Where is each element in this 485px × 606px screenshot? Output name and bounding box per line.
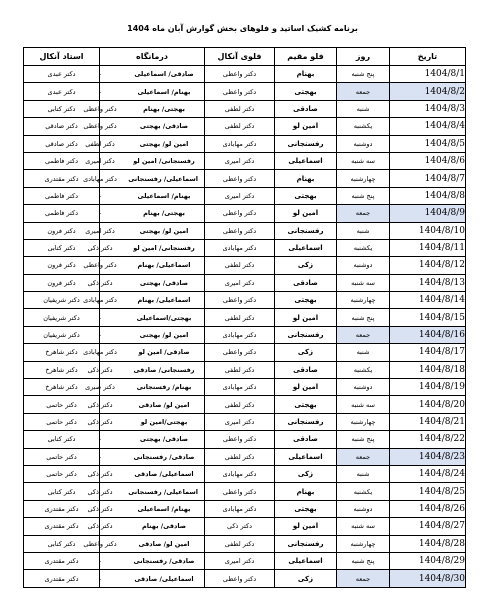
cell-oncall-professor: دکتر عبدی [24, 83, 100, 100]
clinic-residents: بهنام/ اسماعیلی [137, 504, 191, 513]
schedule-table [23, 47, 466, 588]
clinic-doctor: - [98, 70, 102, 79]
cell-date: 1404/8/10 [390, 222, 466, 239]
cell-oncall-professor: دکتر مقتدری [24, 570, 100, 587]
clinic-doctor: - [98, 331, 102, 340]
cell-clinic [100, 552, 205, 569]
table-row [24, 413, 466, 430]
clinic-residents: بهجتی/اسماعیلی [136, 313, 192, 322]
cell-day: جمعه [337, 205, 390, 222]
cell-day: جمعه [337, 326, 390, 343]
header-fellow: فلوی آنکال [205, 48, 275, 66]
cell-date: 1404/8/8 [390, 187, 466, 204]
table-row [24, 205, 466, 222]
table-row [24, 361, 466, 378]
table-row [24, 118, 466, 135]
clinic-doctor: دکتر واعظی [83, 539, 117, 548]
cell-oncall-fellow: دکتر واعظی [205, 292, 275, 309]
cell-resident-fellow: رفسنجانی [275, 222, 337, 239]
cell-day: پنج شنبه [337, 552, 390, 569]
clinic-doctor: دکتر ذکی [87, 244, 113, 253]
clinic-doctor: دکتر مهابادی [83, 296, 117, 305]
table-row [24, 83, 466, 100]
cell-oncall-professor: دکتر مقتدری [24, 170, 100, 187]
clinic-residents: صادقی/ امین لو [138, 348, 190, 357]
cell-oncall-professor: دکتر کتابی [24, 431, 100, 448]
cell-date: 1404/8/12 [390, 257, 466, 274]
cell-resident-fellow: اسماعیلی [275, 552, 337, 569]
cell-oncall-professor: دکتر شریفیان [24, 326, 100, 343]
cell-date: 1404/8/1 [390, 66, 466, 83]
cell-day: چهارشنبه [337, 292, 390, 309]
table-row [24, 518, 466, 535]
cell-resident-fellow: زکی [275, 257, 337, 274]
cell-day: شنبه [337, 344, 390, 361]
cell-day: پنج شنبه [337, 431, 390, 448]
cell-clinic [83, 100, 205, 117]
clinic-residents: بهنام/ اسماعیلی [137, 191, 191, 200]
cell-oncall-fellow: دکتر امیری [205, 274, 275, 291]
cell-resident-fellow: بهجتی [275, 396, 337, 413]
page-title: برنامه کشیک اساتید و فلوهای بخش گوارش آبان ماه 1404 [127, 24, 358, 33]
cell-oncall-professor: دکتر شریفیان [24, 292, 100, 309]
cell-date: 1404/8/15 [390, 309, 466, 326]
cell-clinic [87, 361, 205, 378]
cell-oncall-professor: دکتر شریفیان [24, 309, 100, 326]
table-row [24, 570, 466, 587]
cell-oncall-professor: دکتر حاتمی [24, 465, 100, 482]
cell-clinic [87, 239, 205, 256]
cell-clinic [100, 66, 205, 83]
cell-oncall-professor: دکتر حاتمی [24, 413, 100, 430]
cell-oncall-professor: دکتر فاطمی [24, 187, 100, 204]
clinic-doctor: دکتر ذکی [87, 522, 113, 531]
cell-day: چهارشنبه [337, 170, 390, 187]
cell-date: 1404/8/20 [390, 396, 466, 413]
cell-clinic [100, 83, 205, 100]
clinic-doctor: - [98, 209, 102, 218]
cell-day: یکشنبه [337, 483, 390, 500]
cell-day: شنبه [337, 100, 390, 117]
cell-day: پنج شنبه [337, 187, 390, 204]
cell-clinic [100, 187, 205, 204]
cell-day: یکشنبه [337, 239, 390, 256]
cell-day: شنبه [337, 465, 390, 482]
cell-oncall-fellow: دکتر مهابادی [205, 326, 275, 343]
cell-resident-fellow: رفسنجانی [275, 413, 337, 430]
cell-resident-fellow: امین لو [275, 518, 337, 535]
cell-clinic [87, 413, 205, 430]
cell-oncall-professor: دکتر فاطمی [24, 205, 100, 222]
cell-day: دوشنبه [337, 379, 390, 396]
table-row [24, 465, 466, 482]
cell-resident-fellow: زکی [275, 465, 337, 482]
clinic-doctor: - [98, 313, 102, 322]
clinic-doctor: دکتر واعظی [83, 104, 117, 113]
cell-clinic [85, 152, 205, 169]
cell-day: دوشنبه [337, 257, 390, 274]
cell-day: جمعه [337, 570, 390, 587]
cell-date: 1404/8/13 [390, 274, 466, 291]
cell-date: 1404/8/27 [390, 518, 466, 535]
clinic-doctor: - [98, 191, 102, 200]
cell-oncall-fellow: دکتر مهابادی [205, 379, 275, 396]
clinic-doctor: دکتر واعظی [83, 122, 117, 131]
cell-resident-fellow: صادقی [275, 431, 337, 448]
cell-date: 1404/8/26 [390, 500, 466, 517]
cell-date: 1404/8/30 [390, 570, 466, 587]
cell-day: پنج شنبه [337, 66, 390, 83]
cell-oncall-fellow: دکتر ذکی [205, 518, 275, 535]
cell-resident-fellow: بهنام [275, 66, 337, 83]
cell-day: پنج شنبه [337, 309, 390, 326]
table-row [24, 222, 466, 239]
cell-resident-fellow: امین لو [275, 309, 337, 326]
cell-clinic [100, 431, 205, 448]
table-row [24, 257, 466, 274]
cell-oncall-fellow: دکتر واعظی [205, 205, 275, 222]
cell-oncall-professor: دکتر صادقی [24, 118, 100, 135]
clinic-residents: اسماعیلی/ صادقی [134, 470, 194, 479]
clinic-residents: اسماعیلی/ بهنام [137, 261, 191, 270]
cell-oncall-fellow: دکتر واعظی [205, 344, 275, 361]
clinic-residents: صادقی/ بهجتی [139, 435, 189, 444]
header-date: تاریخ [390, 48, 466, 66]
clinic-residents: رفسنجانی/ امین لو [133, 244, 195, 253]
cell-clinic [83, 292, 205, 309]
cell-resident-fellow: صادقی [275, 274, 337, 291]
cell-day: یکشنبه [337, 118, 390, 135]
cell-oncall-professor: دکتر کتابی [24, 100, 100, 117]
table-row [24, 535, 466, 552]
table-row [24, 326, 466, 343]
cell-day: سه شنبه [337, 274, 390, 291]
cell-date: 1404/8/19 [390, 379, 466, 396]
clinic-residents: امین لو/ بهجتی [139, 331, 189, 340]
cell-day: دوشنبه [337, 135, 390, 152]
table-row [24, 152, 466, 169]
cell-oncall-fellow: دکتر واعظی [205, 570, 275, 587]
clinic-residents: بهجتی/امین لو [140, 418, 188, 426]
cell-day: سه شنبه [337, 396, 390, 413]
cell-oncall-professor: دکتر حاتمی [24, 448, 100, 465]
clinic-doctor: دکتر امیری [85, 226, 115, 235]
cell-oncall-professor: دکتر مقتدری [24, 552, 100, 569]
table-row [24, 100, 466, 117]
cell-date: 1404/8/17 [390, 344, 466, 361]
table-row [24, 379, 466, 396]
cell-oncall-fellow: دکتر واعظی [205, 83, 275, 100]
cell-clinic [83, 118, 205, 135]
cell-resident-fellow: بهجتی [275, 292, 337, 309]
cell-oncall-fellow: دکتر مهابادی [205, 465, 275, 482]
clinic-doctor: دکتر ذکی [87, 365, 113, 374]
cell-clinic [83, 257, 205, 274]
clinic-residents: امین لو/ صادقی [138, 400, 190, 409]
cell-clinic [87, 500, 205, 517]
cell-oncall-fellow: دکتر لطفی [205, 535, 275, 552]
cell-date: 1404/8/6 [390, 152, 466, 169]
header-clinic: درمانگاه [100, 48, 205, 66]
clinic-doctor: دکتر ذکی [87, 487, 113, 496]
cell-clinic [87, 274, 205, 291]
cell-oncall-fellow: دکتر مهابادی [205, 135, 275, 152]
cell-day: یکشنبه [337, 361, 390, 378]
clinic-residents: امین لو/ صادقی [138, 539, 190, 548]
header-resident: فلو مقیم [275, 48, 337, 66]
cell-resident-fellow: زکی [275, 570, 337, 587]
table-row [24, 500, 466, 517]
cell-resident-fellow: اسماعیلی [275, 239, 337, 256]
cell-date: 1404/8/22 [390, 431, 466, 448]
cell-oncall-fellow: دکتر امیری [205, 187, 275, 204]
clinic-residents: بهنام/ اسماعیلی [137, 87, 191, 96]
table-row [24, 309, 466, 326]
clinic-residents: صادقی/ بهجتی [139, 278, 189, 287]
clinic-doctor: - [98, 574, 102, 583]
clinic-doctor: - [98, 87, 102, 96]
clinic-residents: صادقی/ رفسنجانی [133, 452, 195, 461]
cell-clinic [83, 535, 205, 552]
cell-clinic [100, 448, 205, 465]
cell-clinic [83, 170, 205, 187]
cell-clinic [85, 135, 205, 152]
cell-date: 1404/8/21 [390, 413, 466, 430]
cell-date: 1404/8/24 [390, 465, 466, 482]
clinic-doctor: دکتر امیری [85, 157, 115, 166]
cell-clinic [87, 465, 205, 482]
cell-oncall-professor: دکتر صادقی [24, 135, 100, 152]
cell-oncall-fellow: دکتر واعظی [205, 431, 275, 448]
cell-clinic [87, 483, 205, 500]
cell-day: جمعه [337, 448, 390, 465]
cell-resident-fellow: رفسنجانی [275, 135, 337, 152]
cell-date: 1404/8/5 [390, 135, 466, 152]
cell-oncall-professor: دکتر کتابی [24, 483, 100, 500]
clinic-doctor: دکتر واعظی [83, 261, 117, 270]
cell-oncall-professor: دکتر فرون [24, 257, 100, 274]
cell-oncall-fellow: دکتر لطفی [205, 100, 275, 117]
cell-date: 1404/8/7 [390, 170, 466, 187]
cell-clinic [100, 205, 205, 222]
cell-day: چهارشنبه [337, 535, 390, 552]
cell-resident-fellow: بهجتی [275, 187, 337, 204]
cell-clinic [83, 344, 205, 361]
clinic-residents: اسماعیلی/ رفسنجانی [128, 487, 198, 496]
clinic-residents: بهنام/ رفسنجانی [136, 383, 192, 392]
cell-oncall-professor: دکتر کتابی [24, 239, 100, 256]
clinic-residents: امین لو/ بهجتی [139, 226, 189, 235]
clinic-residents: اسماعیلی/ رفسنجانی [128, 174, 198, 183]
clinic-doctor: دکتر ذکی [87, 418, 113, 426]
cell-oncall-fellow: دکتر واعظی [205, 66, 275, 83]
clinic-residents: اسماعیلی/ بهنام [137, 296, 191, 305]
cell-oncall-professor: دکتر کتابی [24, 535, 100, 552]
table-row [24, 448, 466, 465]
clinic-doctor: - [98, 452, 102, 461]
clinic-residents: رفسنجانی/ امین لو [133, 157, 195, 166]
cell-resident-fellow: بهجتی [275, 83, 337, 100]
cell-oncall-professor: دکتر شاهرخ [24, 344, 100, 361]
cell-oncall-fellow: دکتر مهابادی [205, 500, 275, 517]
cell-oncall-fellow: دکتر لطفی [205, 361, 275, 378]
cell-oncall-fellow: دکتر واعظی [205, 222, 275, 239]
cell-clinic [87, 396, 205, 413]
cell-oncall-fellow: دکتر امیری [205, 552, 275, 569]
cell-date: 1404/8/16 [390, 326, 466, 343]
table-row [24, 66, 466, 83]
clinic-residents: صادقی/ رفسنجانی [133, 557, 195, 566]
cell-oncall-professor: دکتر حاتمی [24, 396, 100, 413]
cell-date: 1404/8/9 [390, 205, 466, 222]
clinic-residents: امین لو/ بهجتی [139, 139, 189, 148]
cell-resident-fellow: رفسنجانی [275, 326, 337, 343]
cell-clinic [100, 570, 205, 587]
cell-oncall-professor: دکتر شاهرخ [24, 379, 100, 396]
cell-day: چهارشنبه [337, 413, 390, 430]
cell-resident-fellow: اسماعیلی [275, 152, 337, 169]
table-row [24, 483, 466, 500]
cell-clinic [87, 518, 205, 535]
cell-resident-fellow: بهنام [275, 170, 337, 187]
cell-resident-fellow: صادقی [275, 100, 337, 117]
table-row [24, 274, 466, 291]
table-row [24, 170, 466, 187]
clinic-residents: رفسنجانی/ صادقی [133, 365, 195, 374]
table-row [24, 552, 466, 569]
table-header-row [24, 48, 466, 66]
cell-date: 1404/8/2 [390, 83, 466, 100]
cell-resident-fellow: اسماعیلی [275, 448, 337, 465]
cell-oncall-professor: دکتر فاطمی [24, 152, 100, 169]
clinic-doctor: - [98, 557, 102, 566]
table-row [24, 135, 466, 152]
table-row [24, 344, 466, 361]
table-row [24, 396, 466, 413]
cell-oncall-fellow: دکتر لطفی [205, 448, 275, 465]
cell-clinic [85, 379, 205, 396]
cell-date: 1404/8/23 [390, 448, 466, 465]
cell-date: 1404/8/25 [390, 483, 466, 500]
cell-oncall-fellow: دکتر لطفی [205, 257, 275, 274]
cell-day: دوشنبه [337, 500, 390, 517]
cell-resident-fellow: امین لو [275, 379, 337, 396]
clinic-doctor: دکتر مهابادی [83, 174, 117, 183]
cell-oncall-professor: دکتر مقتدری [24, 518, 100, 535]
cell-date: 1404/8/29 [390, 552, 466, 569]
cell-oncall-fellow: دکتر مهابادی [205, 239, 275, 256]
clinic-doctor: دکتر ذکی [87, 400, 113, 409]
cell-date: 1404/8/11 [390, 239, 466, 256]
header-professor: استاد آنکال [24, 48, 100, 66]
cell-resident-fellow: صادقی [275, 361, 337, 378]
cell-clinic [85, 222, 205, 239]
cell-oncall-fellow: دکتر امیری [205, 413, 275, 430]
clinic-doctor: - [98, 435, 102, 444]
cell-day: سه شنبه [337, 518, 390, 535]
cell-resident-fellow: بهنام [275, 483, 337, 500]
cell-oncall-professor: دکتر شاهرخ [24, 361, 100, 378]
cell-oncall-professor: دکتر فرون [24, 222, 100, 239]
header-day: روز [337, 48, 390, 66]
table-row [24, 187, 466, 204]
cell-day: جمعه [337, 83, 390, 100]
cell-oncall-professor: دکتر مقتدری [24, 500, 100, 517]
clinic-residents: بهجتی/ بهنام [143, 104, 185, 113]
cell-oncall-fellow: دکتر واعظی [205, 170, 275, 187]
cell-oncall-fellow: دکتر واعظی [205, 483, 275, 500]
cell-oncall-fellow: دکتر لطفی [205, 118, 275, 135]
table-row [24, 239, 466, 256]
clinic-residents: صادقی/ بهنام [141, 522, 187, 531]
cell-resident-fellow: بهجتی [275, 500, 337, 517]
clinic-residents: صادقی/ اسماعیلی [134, 70, 194, 79]
cell-oncall-fellow: دکتر لطفی [205, 309, 275, 326]
clinic-residents: اسماعیلی/ صادقی [134, 574, 194, 583]
cell-resident-fellow: امین لو [275, 118, 337, 135]
clinic-doctor: دکتر مهابادی [83, 348, 117, 357]
cell-oncall-professor: دکتر عبدی [24, 66, 100, 83]
cell-resident-fellow: امین لو [275, 205, 337, 222]
table-row [24, 292, 466, 309]
cell-oncall-fellow: دکتر امیری [205, 152, 275, 169]
cell-oncall-professor: دکتر فرون [24, 274, 100, 291]
cell-date: 1404/8/14 [390, 292, 466, 309]
cell-clinic [100, 326, 205, 343]
cell-day: سه شنبه [337, 152, 390, 169]
cell-day: شنبه [337, 222, 390, 239]
clinic-doctor: دکتر ذکی [87, 470, 113, 479]
cell-clinic [100, 309, 205, 326]
clinic-doctor: دکتر ذکی [87, 278, 113, 287]
cell-resident-fellow: زکی [275, 344, 337, 361]
clinic-residents: صادقی/ بهجتی [139, 122, 189, 131]
table-row [24, 431, 466, 448]
cell-resident-fellow: رفسنجانی [275, 535, 337, 552]
cell-date: 1404/8/3 [390, 100, 466, 117]
cell-oncall-fellow: دکتر لطفی [205, 396, 275, 413]
cell-date: 1404/8/4 [390, 118, 466, 135]
clinic-doctor: دکتر لطفی [85, 139, 115, 148]
clinic-doctor: دکتر صبری [85, 383, 115, 392]
cell-date: 1404/8/28 [390, 535, 466, 552]
clinic-residents: بهجتی/ بهنام [143, 209, 185, 218]
cell-date: 1404/8/18 [390, 361, 466, 378]
clinic-doctor: دکتر ذکی [87, 504, 113, 513]
